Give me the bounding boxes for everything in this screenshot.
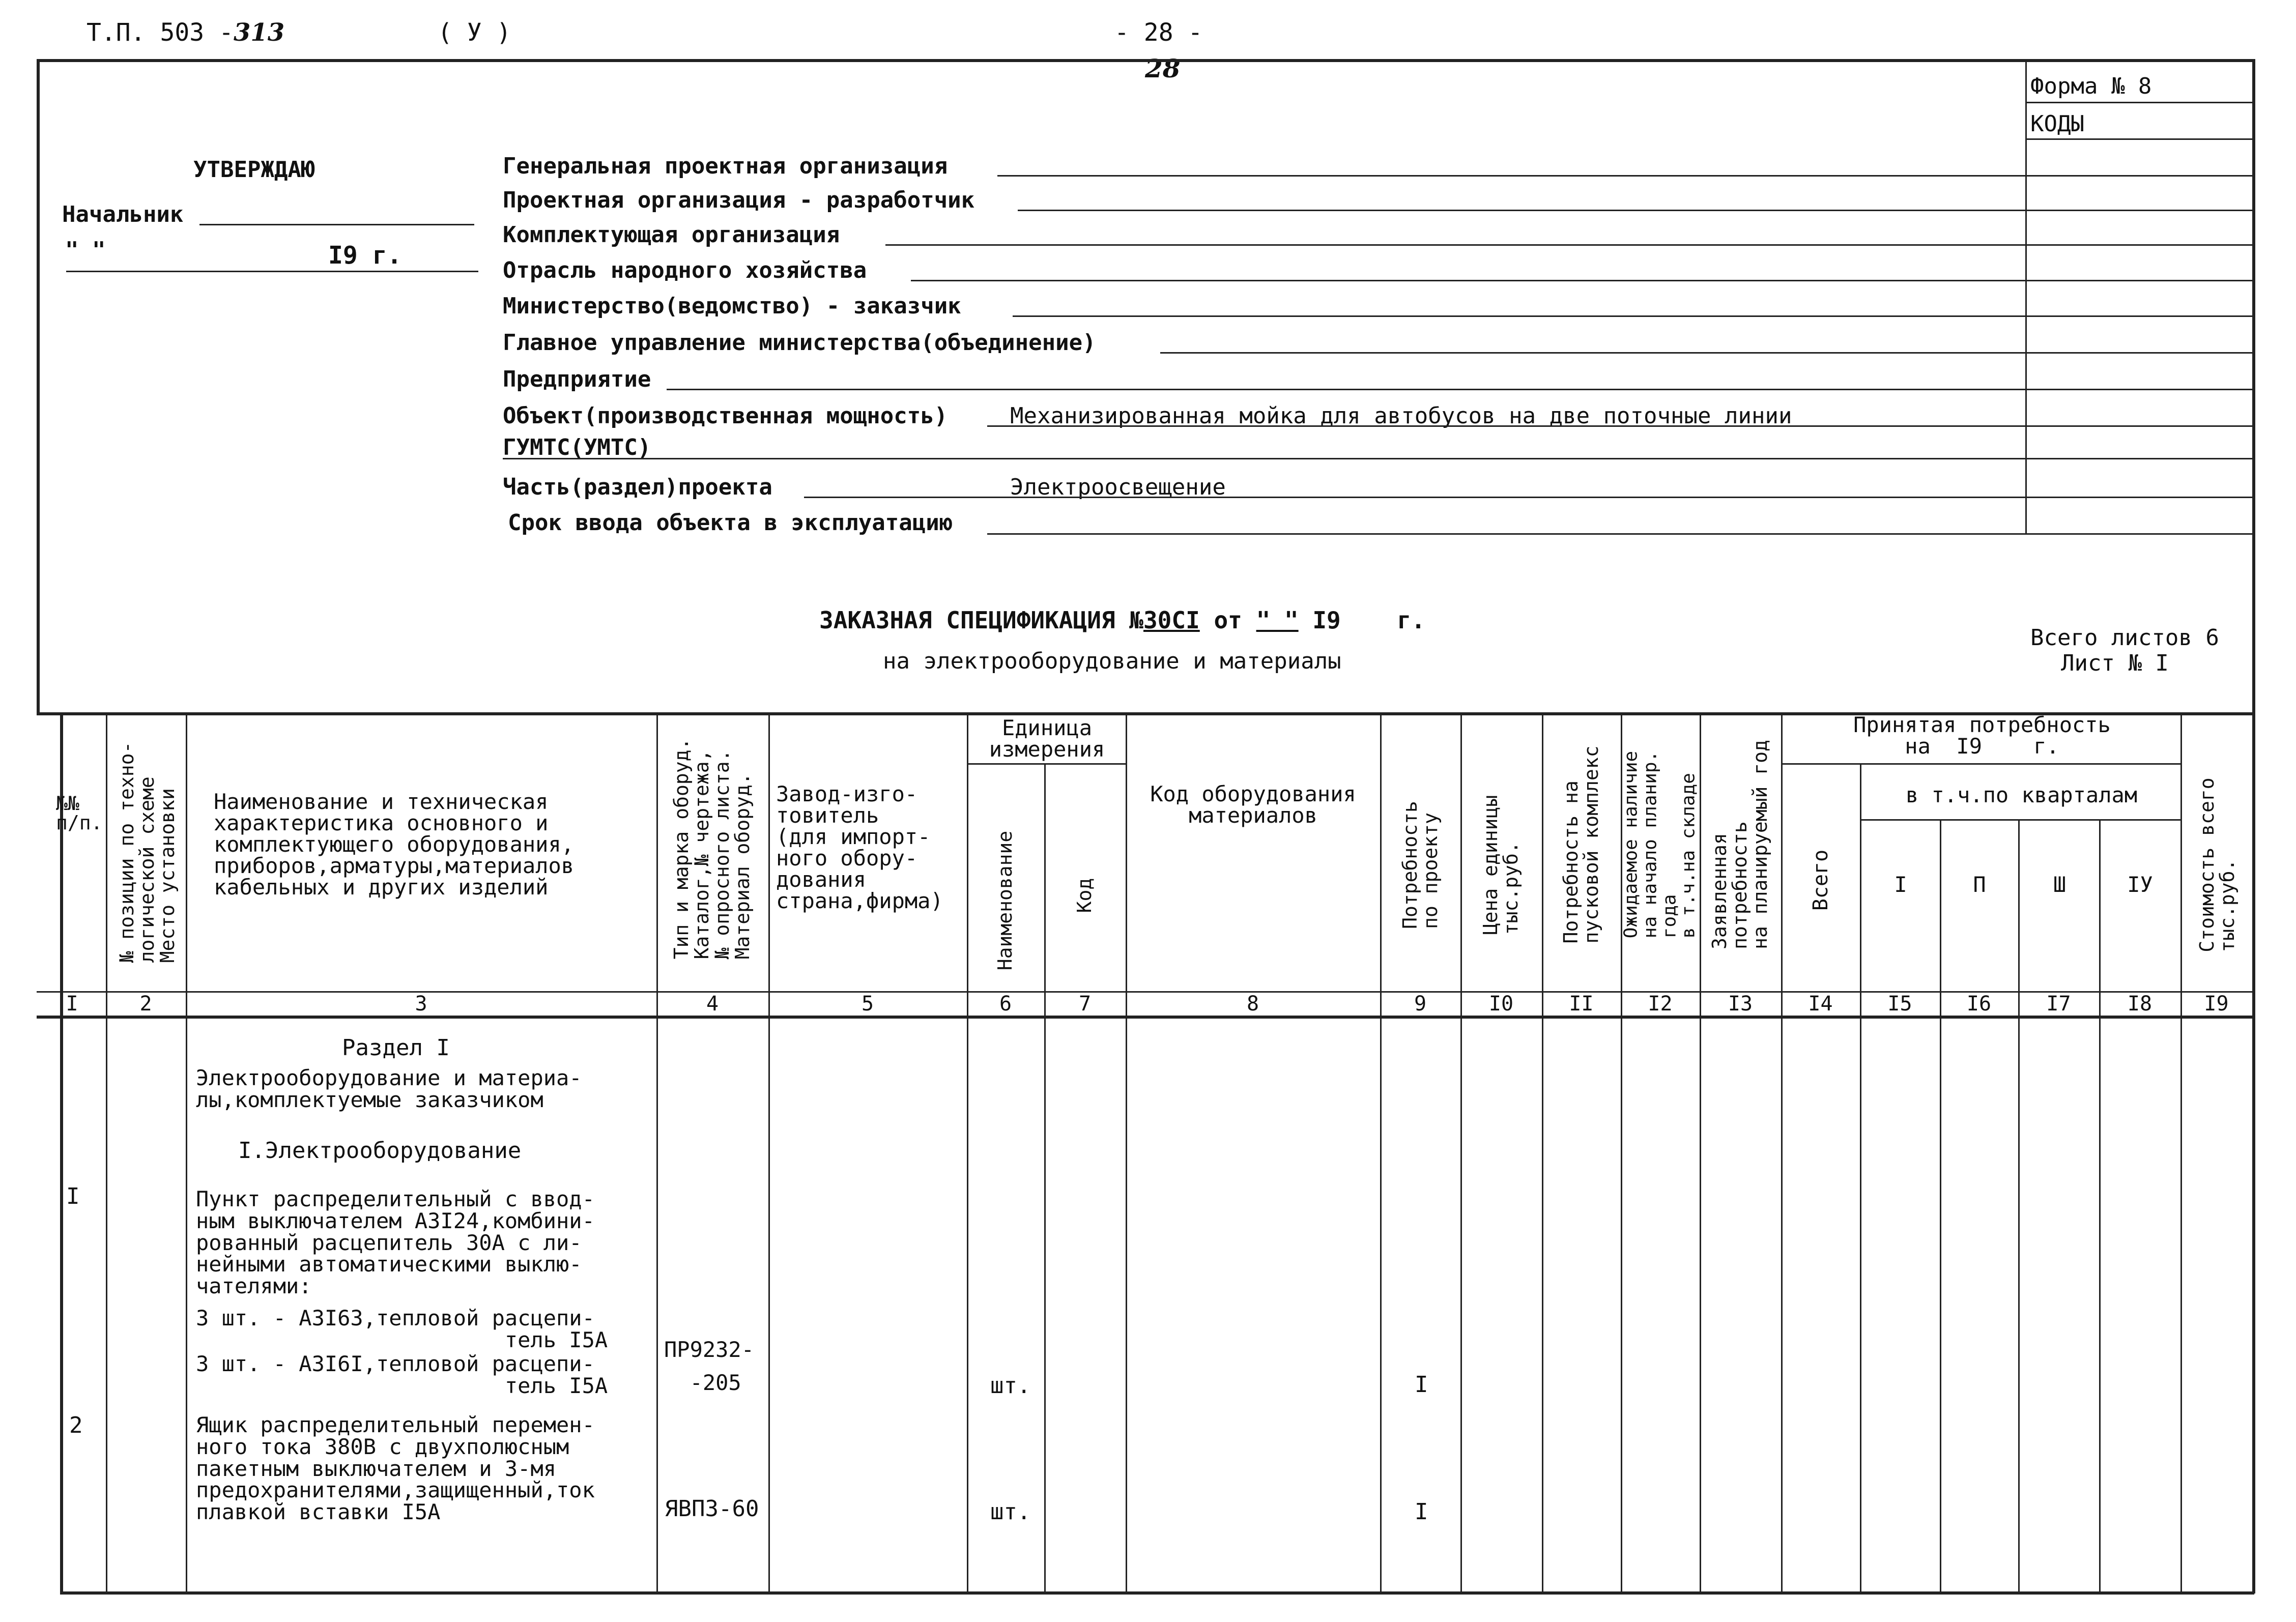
header-c4: Тип и марка оборуд. Каталог,№ чертежа, № опросного листа. Материал оборуд.: [670, 738, 754, 960]
item1-number: I: [66, 1183, 80, 1209]
header-c8: Код оборудования материалов: [1150, 781, 1356, 828]
colnum-5: 5: [861, 992, 874, 1016]
item2-type: ЯВП3-60: [665, 1496, 759, 1522]
subsection-heading: I.Электрооборудование: [238, 1138, 522, 1164]
org-general-line: [997, 175, 2025, 177]
approve-title: УТВЕРЖДАЮ: [193, 157, 315, 183]
colnum-11: II: [1569, 992, 1594, 1016]
spec-sheet: Лист № I: [2061, 650, 2169, 676]
spec-title-g: г.: [1397, 606, 1425, 634]
org-project-line: [1018, 210, 2025, 211]
item1-sub2: 3 шт. - А3I6I,тепловой расцепи- тель I5А: [196, 1351, 608, 1398]
col-line-3: [186, 712, 187, 1592]
col-line-9: [1380, 712, 1382, 1592]
doc-code-handwritten: 313: [233, 18, 285, 47]
org-branch-line: [911, 280, 2025, 281]
org-ministry-label: Министерство(ведомство) - заказчик: [503, 293, 961, 319]
codes-line-6: [2025, 280, 2254, 281]
header-accepted: Принятая потребность на I9 г.: [1853, 712, 2111, 759]
section-title: Электрооборудование и материа- лы,комплектуемые заказчиком: [196, 1065, 582, 1112]
colnum-7: 7: [1078, 992, 1092, 1016]
header-c13: Заявленная потребность на планируемый год: [1708, 740, 1771, 949]
approve-date-line: [66, 271, 478, 272]
header-c18: IУ: [2127, 872, 2153, 897]
approve-chief: Начальник: [62, 201, 184, 227]
org-branch-label: Отрасль народного хозяйства: [503, 257, 867, 283]
header-c10: Цена единицы тыс.руб.: [1479, 795, 1522, 935]
header-numbers-top: [37, 991, 2255, 993]
header-c12: Ожидаемое наличие на начало планир. года в т.ч.на складе: [1620, 750, 1699, 939]
org-complete-label: Комплектующая организация: [503, 222, 840, 248]
org-object-value: Механизированная мойка для автобусов на две поточные линии: [1010, 403, 1792, 429]
unit-header-line: [967, 763, 1126, 765]
colnum-18: I8: [2127, 992, 2152, 1016]
org-deadline-line: [987, 533, 2254, 535]
colnum-10: I0: [1488, 992, 1514, 1016]
colnum-12: I2: [1648, 992, 1673, 1016]
codes-line-8: [2025, 352, 2254, 354]
org-gumts-label: ГУМТС(УМТС): [503, 435, 651, 460]
header-c2: № позиции по техно- логической схеме Место установки: [116, 741, 179, 963]
colnum-13: I3: [1728, 992, 1753, 1016]
col-line-11: [1542, 712, 1543, 1592]
spec-title-year: I9: [1312, 606, 1341, 634]
org-main-dept-line: [1160, 352, 2025, 354]
col-line-18: [2099, 819, 2101, 1592]
colnum-9: 9: [1414, 992, 1427, 1016]
form-codes-label: КОДЫ: [2030, 111, 2084, 137]
header-c19: Стоимость всего тыс.руб.: [2196, 777, 2238, 952]
colnum-2: 2: [139, 992, 152, 1016]
spec-total-sheets: Всего листов 6: [2030, 625, 2219, 651]
header-c6: Наименование: [994, 830, 1017, 971]
colnum-8: 8: [1246, 992, 1259, 1016]
colnum-17: I7: [2046, 992, 2071, 1016]
spec-title: [819, 606, 1425, 634]
codes-line-1: [2025, 102, 2254, 103]
item1-qty: I: [1415, 1372, 1428, 1398]
header-quarters: в т.ч.по кварталам: [1905, 783, 2138, 807]
org-enterprise-label: Предприятие: [503, 366, 651, 392]
spec-subtitle: на электрооборудование и материалы: [883, 648, 1341, 674]
header-c9: Потребность по проекту: [1399, 801, 1442, 929]
org-ministry-line: [1013, 315, 2025, 317]
org-main-dept-label: Главное управление министерства(объединение): [503, 330, 1096, 356]
org-gumts-line: [503, 458, 2025, 459]
org-deadline-label: Срок ввода объекта в эксплуатацию: [508, 510, 953, 536]
header-c17: Ш: [2053, 872, 2067, 897]
colnum-15: I5: [1887, 992, 1912, 1016]
item2-unit: шт.: [990, 1499, 1031, 1525]
col-line-4: [656, 712, 658, 1592]
page-number: - 28 -: [1114, 18, 1203, 47]
item1-sub1: 3 шт. - А3I63,тепловой расцепи- тель I5А: [196, 1306, 608, 1352]
form-number: Форма № 8: [2030, 73, 2152, 99]
colnum-19: I9: [2204, 992, 2229, 1016]
frame-left-upper: [37, 59, 40, 715]
item1-text: Пункт распределительный с ввод- ным выключателем А3I24,комбини- рованный расцепитель 30А с ли- нейными автоматическими выклю- чателями:: [196, 1186, 595, 1299]
col-line-2: [106, 712, 107, 1592]
org-part-value: Электроосвещение: [1010, 474, 1226, 500]
colnum-6: 6: [999, 992, 1012, 1016]
col-line-19: [2180, 712, 2182, 1592]
item1-unit: шт.: [990, 1373, 1031, 1399]
approve-chief-line: [199, 224, 474, 225]
org-complete-line: [885, 244, 2025, 246]
doc-code-prefix: Т.П. 503 -: [87, 18, 234, 47]
col-line-5: [768, 712, 770, 1592]
org-part-label: Часть(раздел)проекта: [503, 474, 772, 500]
header-c11: Потребность на пусковой комплекс: [1560, 745, 1602, 944]
section-heading: Раздел I: [342, 1035, 450, 1061]
spec-title-quotes: " ": [1256, 606, 1299, 634]
colnum-3: 3: [415, 992, 427, 1016]
header-unit: Единица измерения: [989, 715, 1105, 762]
frame-right: [2252, 59, 2255, 1594]
frame-bottom: [60, 1591, 2254, 1595]
header-c7: Код: [1073, 878, 1096, 913]
item2-number: 2: [69, 1412, 83, 1438]
col-line-8: [1126, 712, 1127, 1592]
col-line-15: [1860, 763, 1861, 1592]
codes-line-3: [2025, 175, 2254, 177]
approve-date-quotes: " ": [65, 237, 106, 263]
item1-type: ПР9232- -205: [664, 1337, 755, 1396]
col-line-6: [967, 712, 968, 1592]
org-general-label: Генеральная проектная организация: [503, 153, 948, 179]
spec-title-from: от: [1214, 606, 1242, 634]
frame-left-lower: [60, 712, 63, 1594]
spec-title-prefix: ЗАКАЗНАЯ СПЕЦИФИКАЦИЯ №: [819, 606, 1143, 634]
frame-top: [37, 59, 2255, 62]
colnum-14: I4: [1808, 992, 1833, 1016]
doc-letter: ( У ): [438, 18, 511, 47]
codes-line-4: [2025, 210, 2254, 211]
header-c14: Всего: [1809, 849, 1832, 911]
col-line-13: [1700, 712, 1701, 1592]
header-c5: Завод-изго- товитель (для импорт- ного обору- дования страна,фирма): [776, 781, 943, 913]
colnum-1: I: [66, 992, 78, 1016]
quarters-header-line: [1860, 819, 2180, 821]
org-object-line: [987, 425, 2025, 427]
codes-line-10: [2025, 425, 2254, 427]
codes-line-2: [2025, 138, 2254, 140]
org-project-label: Проектная организация - разработчик: [503, 187, 975, 213]
codes-col-left: [2025, 59, 2027, 533]
codes-line-7: [2025, 315, 2254, 317]
col-line-16: [1940, 819, 1941, 1592]
col-line-14: [1781, 712, 1783, 1592]
codes-line-5: [2025, 244, 2254, 246]
item2-text: Ящик распределительный перемен- ного тока 380В с двухполюсным пакетным выключателем и 3-мя предохранителями,защищенный,ток плавкой вставки I5А: [196, 1412, 595, 1525]
codes-line-11: [2025, 458, 2254, 459]
col-line-7: [1044, 763, 1046, 1592]
org-enterprise-line: [667, 389, 2025, 390]
codes-line-9: [2025, 389, 2254, 390]
page-number-handwritten: 28: [1145, 53, 1181, 83]
org-part-line: [804, 497, 2025, 498]
header-c1: №№ п/п.: [56, 792, 103, 834]
col-line-10: [1460, 712, 1462, 1592]
colnum-4: 4: [706, 992, 719, 1016]
col-line-17: [2018, 819, 2020, 1592]
doc-code: [87, 20, 284, 45]
colnum-16: I6: [1966, 992, 1992, 1016]
item2-qty: I: [1415, 1499, 1428, 1525]
codes-line-12: [2025, 497, 2254, 498]
org-object-label: Объект(производственная мощность): [503, 403, 948, 429]
header-c16: П: [1973, 872, 1986, 897]
accepted-header-line: [1781, 763, 2180, 765]
header-numbers-bottom: [37, 1016, 2255, 1019]
approve-year: I9 г.: [328, 241, 402, 270]
header-c3: Наименование и техническая характеристика основного и комплектующего оборудования, приборов,арматуры,материалов кабельных и других изделий: [214, 789, 575, 900]
header-c15: I: [1894, 872, 1907, 897]
spec-number: 30СI: [1143, 606, 1200, 634]
